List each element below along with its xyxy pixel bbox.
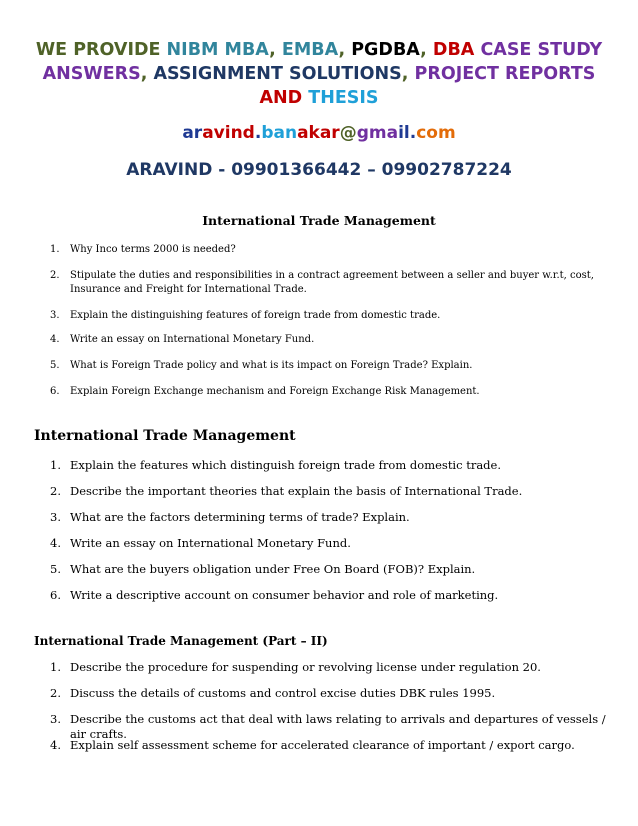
list-item: 6. Explain Foreign Exchange mechanism and Foreign Exchange Risk Management. — [50, 386, 480, 397]
list-item: 4. Write an essay on International Monetary Fund. — [50, 536, 351, 550]
list-item: 3. Explain the distinguishing features of foreign trade from domestic trade. — [50, 310, 441, 321]
list-item: 2. Stipulate the duties and responsibilities in a contract agreement between a seller and buyer w.r.t, cost, Insurance and Freight for International Trade. — [50, 270, 594, 295]
header-line-2: ANSWERS, ASSIGNMENT SOLUTIONS, PROJECT REPORTS — [42, 64, 596, 84]
list-item: 1. Explain the features which distinguish foreign trade from domestic trade. — [50, 458, 502, 472]
list-item: 6. Write a descriptive account on consumer behavior and role of marketing. — [50, 588, 499, 602]
list-item: 3. What are the factors determining terms of trade? Explain. — [50, 510, 410, 524]
section-1-title: International Trade Management — [202, 213, 436, 228]
list-item: 5. What are the buyers obligation under Free On Board (FOB)? Explain. — [50, 562, 476, 576]
list-item: 5. What is Foreign Trade policy and what is its impact on Foreign Trade? Explain. — [50, 360, 473, 371]
section-3-title: International Trade Management (Part – II) — [34, 634, 328, 648]
list-item: 2. Describe the important theories that explain the basis of International Trade. — [50, 484, 523, 498]
header-line-1: WE PROVIDE NIBM MBA, EMBA, PGDBA, DBA CASE STUDY — [35, 40, 603, 60]
section-1-question-list — [50, 243, 598, 411]
list-item: 1. Why Inco terms 2000 is needed? — [50, 244, 236, 255]
contact-phone: ARAVIND - 09901366442 – 09902787224 — [126, 160, 512, 180]
contact-email[interactable]: aravind.banakar@gmail.com — [182, 123, 456, 143]
list-item: 1. Describe the procedure for suspending or revolving license under regulation 20. — [50, 660, 541, 674]
list-item: 2. Discuss the details of customs and control excise duties DBK rules 1995. — [50, 686, 496, 700]
section-2-question-list — [50, 458, 610, 614]
section-2-title: International Trade Management — [34, 428, 296, 444]
section-3-question-list — [50, 660, 610, 764]
advertisement-header — [0, 38, 638, 110]
list-item: 4. Write an essay on International Monetary Fund. — [50, 334, 315, 345]
header-line-3: AND THESIS — [259, 88, 379, 108]
list-item: 4. Explain self assessment scheme for accelerated clearance of important / export cargo. — [50, 738, 575, 752]
list-item: 3. Describe the customs act that deal with laws relating to arrivals and departures of vessels / air crafts. — [50, 712, 606, 741]
